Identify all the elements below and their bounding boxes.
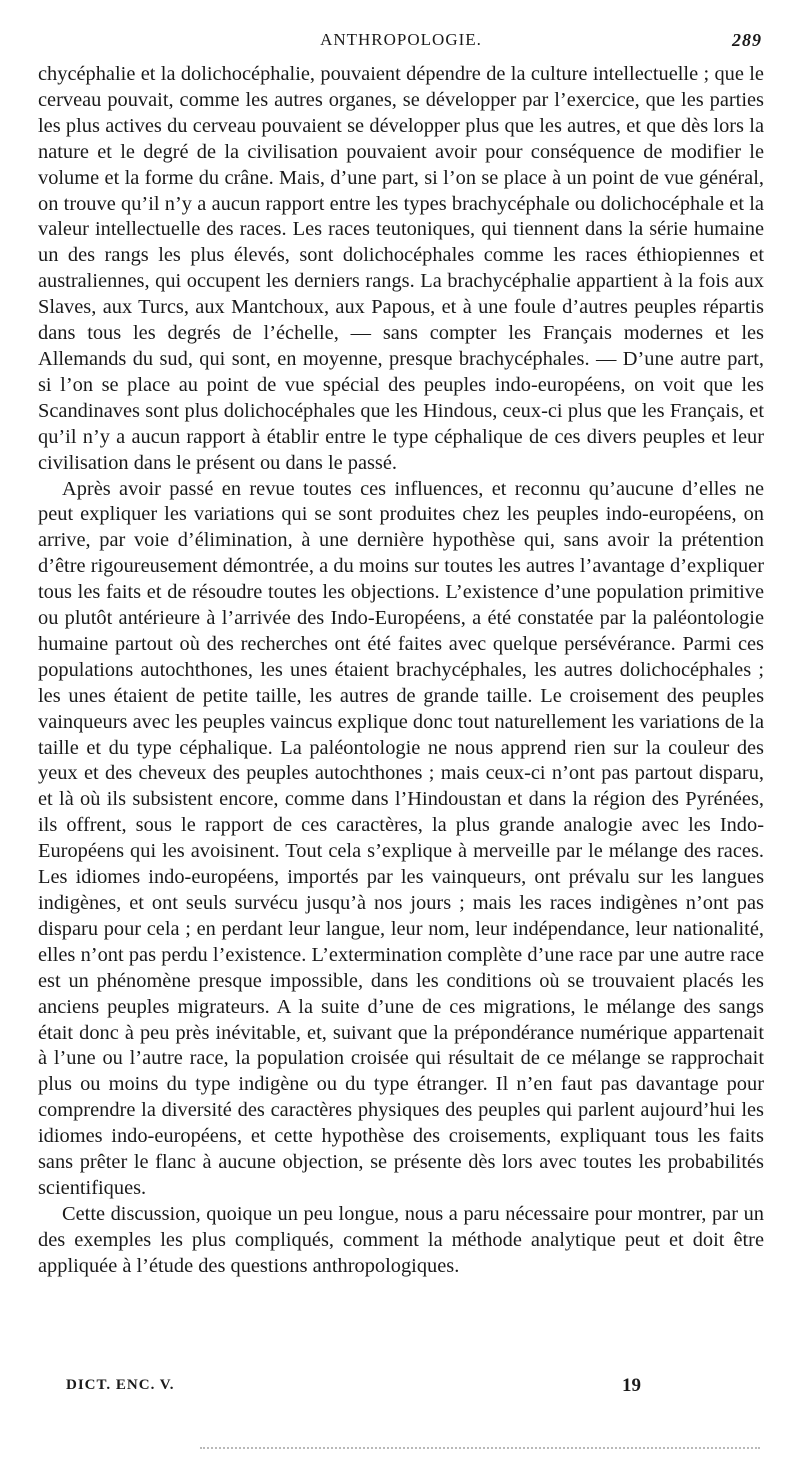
page-footer	[66, 1375, 666, 1399]
running-head	[38, 30, 764, 56]
page-number: 289	[732, 30, 762, 50]
signature-mark: DICT. ENC. V.	[66, 1377, 175, 1393]
sheet-number: 19	[622, 1375, 641, 1396]
paragraph-continued: chycéphalie et la dolichocéphalie, pouvaient dépendre de la culture intellectuelle ; que le cerveau pouvait, comme les autres organes, se développer par l’exercice, que les parties les plus actives du cerveau pouvaient se développer plus que les autres, et que dès lors la nature et le degré de la civilisation pouvaient avoir pour conséquence de modifier le volume et la forme du crâne. Mais, d’une part, si l’on se place à un point de vue général, on trouve qu’il n’y a aucun rapport entre les types brachycéphale ou dolichocéphale et la valeur intellectuelle des races. Les races teutoniques, qui tiennent dans la série humaine un des rangs les plus élevés, sont dolichocéphales comme les races éthiopiennes et australiennes, qui occupent les derniers rangs. La brachycéphalie appartient à la fois aux Slaves, aux Turcs, aux Mantchoux, aux Papous, et à une foule d’autres peuples répartis dans tous les degrés de l’échelle, — sans compter les Français modernes et les Allemands du sud, qui sont, en moyenne, presque brachycéphales. — D’une autre part, si l’on se place au point de vue spécial des peuples indo-européens, on voit que les Scandinaves sont plus dolichocéphales que les Hindous, ceux-ci plus que les Français, et qu’il n’y a aucun rapport à établir entre le type céphalique de ces divers peuples et leur civilisation dans le présent ou dans le passé.	[38, 63, 764, 474]
running-title: ANTHROPOLOGIE.	[320, 30, 482, 49]
body-text	[38, 62, 764, 1280]
paragraph: Après avoir passé en revue toutes ces influences, et reconnu qu’aucune d’elles ne peut expliquer les variations qui se sont produites chez les peuples indo-européens, on arrive, par voie d’élimination, à une dernière hypothèse qui, sans avoir la prétention d’être rigoureusement démontrée, a du moins sur toutes les autres l’avantage d’expliquer tous les faits et de résoudre toutes les objections. L’existence d’une population primitive ou plutôt antérieure à l’arrivée des Indo-Européens, a été constatée par la paléontologie humaine partout où des recherches ont été faites avec quelque persévérance. Parmi ces populations autochthones, les unes étaient brachycéphales, les autres dolichocéphales ; les unes étaient de petite taille, les autres de grande taille. Le croisement des peuples vainqueurs avec les peuples vaincus explique donc tout naturellement les variations de la taille et du type céphalique. La paléontologie ne nous apprend rien sur la couleur des yeux et des cheveux des peuples autochthones ; mais ceux-ci n’ont pas partout disparu, et là où ils subsistent encore, comme dans l’Hindoustan et dans la région des Pyrénées, ils offrent, sous le rapport de ces caractères, la plus grande analogie avec les Indo-Européens qui les avoisinent. Tout cela s’explique à merveille par le mélange des races. Les idiomes indo-européens, importés par les vainqueurs, ont prévalu sur les langues indigènes, et ont seuls survécu jusqu’à nos jours ; mais les races indigènes n’ont pas disparu pour cela ; en perdant leur langue, leur nom, leur indépendance, leur nationalité, elles n’ont pas perdu l’existence. L’extermination complète d’une race par une autre race est un phénomène presque impossible, dans les conditions où se trouvaient placés les anciens peuples migrateurs. A la suite d’une de ces migrations, le mélange des sangs était donc à peu près inévitable, et, suivant que la prépondérance numérique appartenait à l’une ou l’autre race, la population croisée qui résultait de ce mélange se rapprochait plus ou moins du type indigène ou du type étranger. Il n’en faut pas davantage pour comprendre la diversité des caractères physiques des peuples qui parlent aujourd’hui les idiomes indo-européens, et cette hypothèse des croisements, expliquant tous les faits sans prêter le flanc à aucune objection, se présente dès lors avec toutes les probabilités scientifiques.	[38, 477, 764, 1199]
paragraph: Cette discussion, quoique un peu longue, nous a paru nécessaire pour montrer, par un des exemples les plus compliqués, comment la méthode analytique peut et doit être appliquée à l’étude des questions anthropologiques.	[38, 1202, 764, 1277]
scan-bleed-line	[200, 1447, 760, 1451]
page-content	[38, 30, 764, 1280]
